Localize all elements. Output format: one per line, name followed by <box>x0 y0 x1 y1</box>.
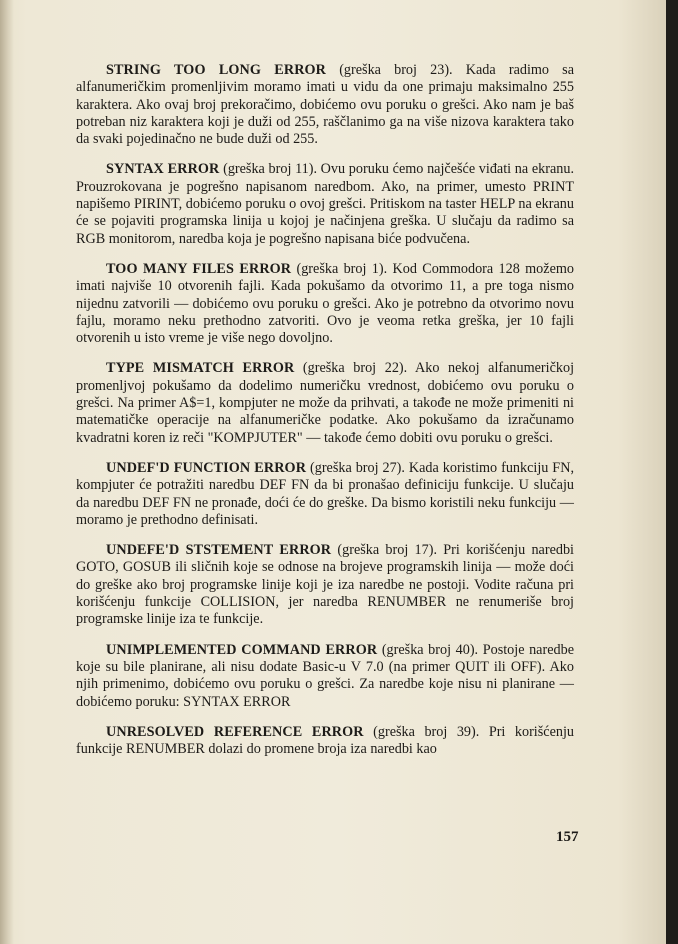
entry-body: (greška broj 11). Ovu poruku ćemo najčešće viđati na ekranu. Prouzrokovana je pogrešno napisanom naredbom. Ako, na primer, umesto PRINT napišemo PIRINT, dobićemo poruku o ovoj grešci. Pritiskom na taster HELP na ekranu će se pojaviti programska linija u kojoj je načinjena greška. U slučaju da radimo sa RGB monitorom, naredba koja je pogrešno napisana biće podvučena. <box>76 161 575 247</box>
entry-title: UNRESOLVED REFERENCE ERROR <box>106 723 364 740</box>
entry-title: TOO MANY FILES ERROR <box>106 260 292 277</box>
error-entry-too-many-files <box>76 261 574 347</box>
page-spine-shadow <box>0 0 14 944</box>
entry-title: SYNTAX ERROR <box>106 161 220 178</box>
entry-body: (greška broj 1). Kod Commodora 128 možemo imati najviše 10 otvorenih fajli. Kada pokušamo da otvorimo 11, a pre toga nismo nijednu zatvorili — dobićemo ovu poruku o grešci. Ako je potrebno da otvorimo novu fajlu, moramo neku prethodno zatvoriti. Ovo je veoma retka greška, jer 10 fajli otvorenih u isto vreme je više nego dovoljno. <box>76 260 574 347</box>
error-entry-string-too-long <box>76 62 574 148</box>
error-entry-unresolved-reference <box>76 724 574 759</box>
error-entry-syntax <box>76 161 574 247</box>
entry-body: (greška broj 27). Kada koristimo funkciju FN, kompjuter će potražiti naredbu DEF FN da bi pronašao definiciju funkcije. U slučaju da naredbu DEF FN ne pronađe, doći će do greške. Da bismo koristili neku funkciju — moramo je prethodno definisati. <box>76 459 574 528</box>
entry-body: (greška broj 17). Pri korišćenju naredbi GOTO, GOSUB ili sličnih koje se odnose na brojeve programskih linija — može doći do greške ako broj programske linije koji je iza naredbe ne postoji. Vodite računa pri korišćenju funkcije COLLISION, jer naredba RENUMBER ne renumeriše broj programske linije iza te funkcije. <box>76 542 574 628</box>
error-entry-type-mismatch <box>76 360 574 446</box>
page-edge <box>666 0 672 944</box>
entry-title: UNDEFE'D STSTEMENT ERROR <box>106 542 332 559</box>
entry-body: (greška broj 23). Kada radimo sa alfanumeričkim promenljivim moramo imati u vidu da one primaju maksimalno 255 karaktera. Ako ovaj broj prekoračimo, dobićemo ovu poruku o grešci. Ako nam je baš potreban niz karaktera koji je duži od 255, raščlanimo ga na više nizova karaktera tako da svaki pojedinačno ne bude duži od 255. <box>76 62 575 148</box>
entry-body: (greška broj 40). Postoje naredbe koje su bile planirane, ali nisu dodate Basic-u V 7.0 (na primer QUIT ili OFF). Ako njih primenimo, dobićemo ovu poruku o grešci. Za naredbe koje nisu ni planirane — dobićemo poruku: SYNTAX ERROR <box>76 641 574 710</box>
entry-title: TYPE MISMATCH ERROR <box>106 360 295 377</box>
entry-title: UNDEF'D FUNCTION ERROR <box>106 459 307 476</box>
error-entry-unimplemented-command <box>76 642 574 711</box>
entry-body: (greška broj 22). Ako nekoj alfanumeričkoj promenljvoj pokušamo da dodelimo numeričku vrednost, dobićemo ovu poruku o grešci. Na primer A$=1, kompjuter ne može da prihvati, a takođe ne može primeniti ni matematičke operacije na alfanumeričke podatke. Ako pokušamo da izračunamo kvadratni koren iz reči "KOMPJUTER" — takođe ćemo dobiti ovu poruku o grešci. <box>76 360 575 446</box>
error-entry-undefd-function <box>76 460 574 529</box>
page-number: 157 <box>556 829 579 845</box>
error-entry-undefed-statement <box>76 542 574 628</box>
entry-title: UNIMPLEMENTED COMMAND ERROR <box>106 641 378 658</box>
entry-body: (greška broj 39). Pri korišćenju funkcije RENUMBER dolazi do promene broja iza naredbi kao <box>76 723 574 758</box>
page-text <box>76 62 574 771</box>
entry-title: STRING TOO LONG ERROR <box>106 62 327 78</box>
